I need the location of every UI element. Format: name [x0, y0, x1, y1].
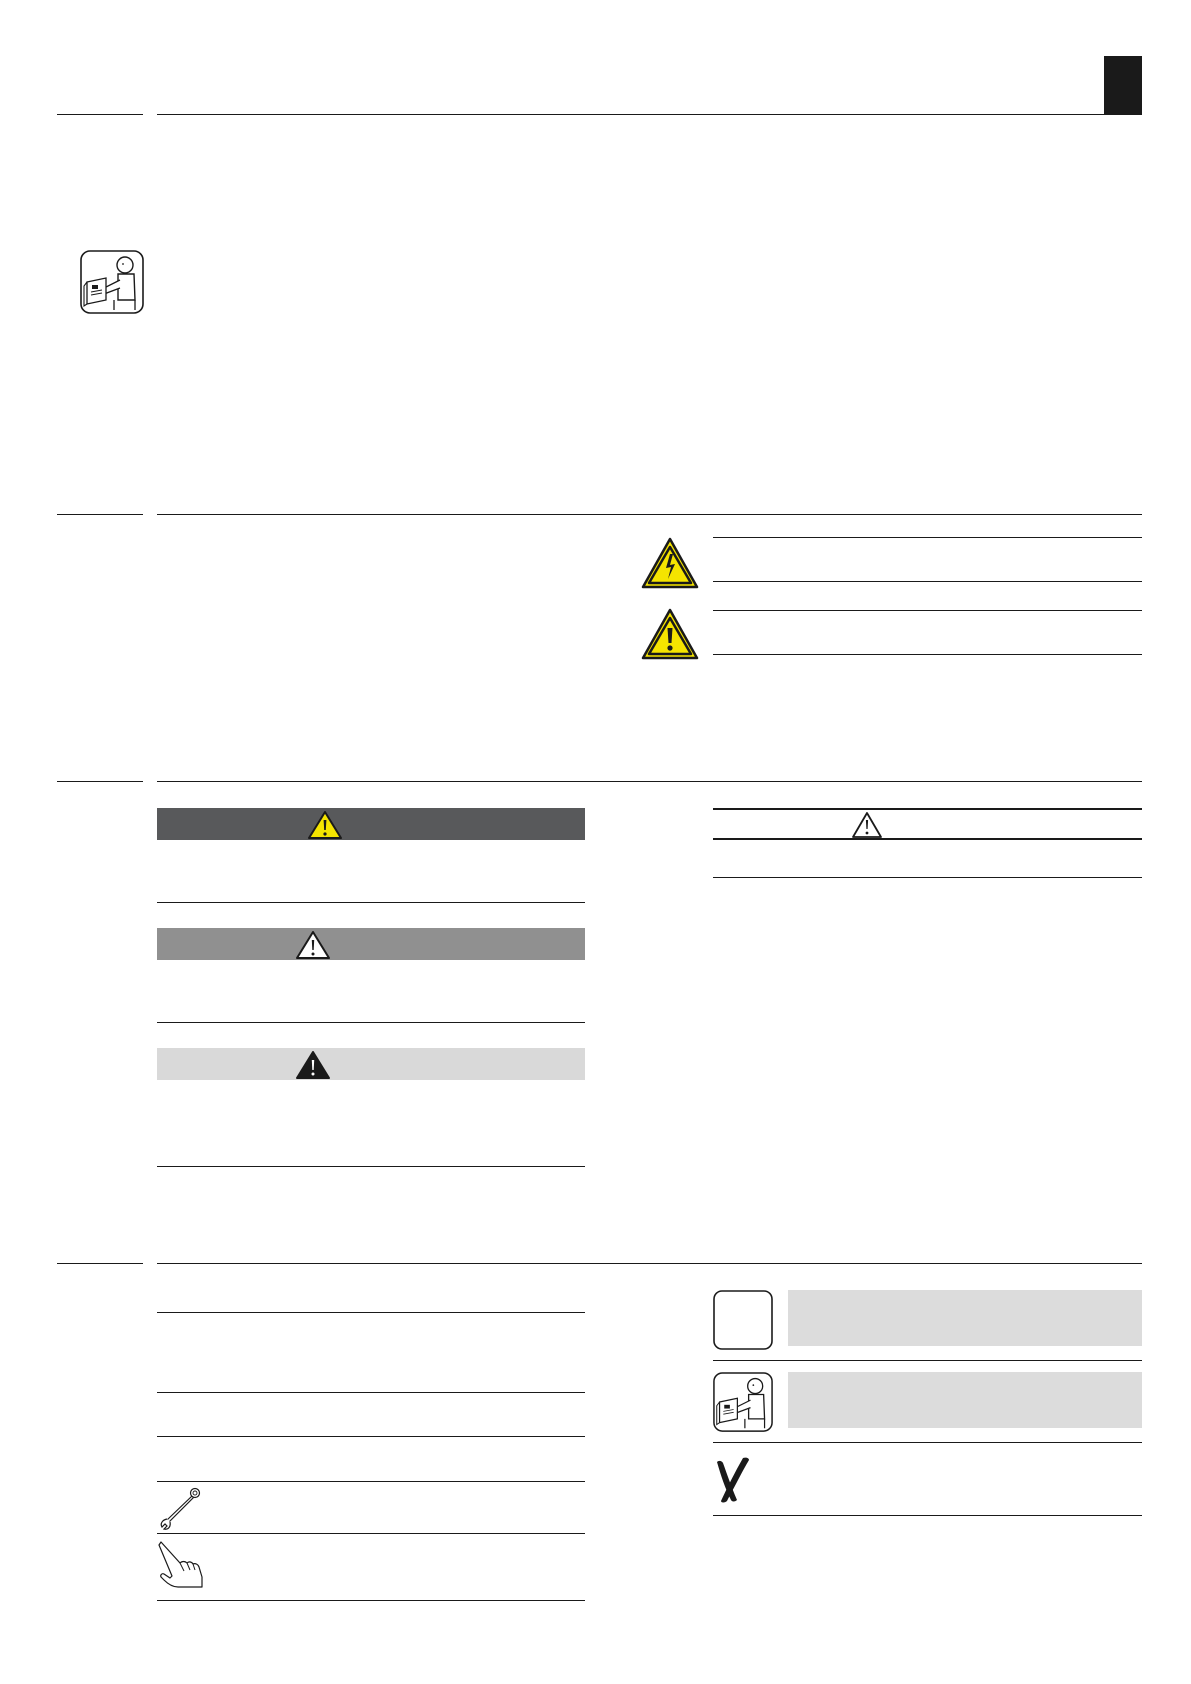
signal-bar-dark — [157, 808, 585, 840]
warning-triangle-filled-icon — [295, 1050, 331, 1080]
reader-manual-icon — [80, 250, 144, 314]
signal-light-rule — [157, 1166, 585, 1167]
list-rule-4 — [157, 1481, 585, 1482]
list-rule-3 — [157, 1436, 585, 1437]
signal-dark-rule — [157, 902, 585, 903]
warning-triangle-mid-bar-icon — [295, 930, 331, 960]
section-4-rule-left — [57, 1263, 143, 1264]
general-warning-rule-bottom — [713, 654, 1142, 655]
general-warning-icon — [641, 608, 699, 660]
section-1-rule-right — [157, 114, 1142, 115]
electric-hazard-rule-bottom — [713, 581, 1142, 582]
chapter-tab-marker — [1104, 56, 1142, 115]
note-box-2 — [788, 1372, 1142, 1428]
empty-rounded-box-icon — [713, 1290, 773, 1350]
electric-hazard-icon — [641, 537, 699, 589]
pointing-hand-icon — [158, 1539, 204, 1589]
note-rule-3 — [713, 1515, 1142, 1516]
outline-warning-rule-mid — [713, 838, 1142, 840]
section-2-rule-left — [57, 514, 143, 515]
list-rule-5 — [157, 1533, 585, 1534]
wrench-icon — [158, 1486, 202, 1530]
outline-warning-rule-bottom — [713, 877, 1142, 878]
note-rule-1 — [713, 1360, 1142, 1361]
section-4-rule-right — [157, 1263, 1142, 1264]
cross-mark-icon — [713, 1456, 753, 1504]
section-3-rule-left — [57, 781, 143, 782]
signal-bar-mid — [157, 928, 585, 960]
electric-hazard-rule-top — [713, 537, 1142, 538]
list-rule-2 — [157, 1392, 585, 1393]
signal-mid-rule — [157, 1022, 585, 1023]
section-1-rule-left — [57, 114, 143, 115]
note-box-1 — [788, 1290, 1142, 1346]
reader-manual-small-icon — [713, 1372, 773, 1432]
warning-triangle-outline-icon — [851, 811, 883, 839]
warning-triangle-dark-bar-icon — [307, 810, 343, 840]
outline-warning-rule-top — [713, 808, 1142, 810]
signal-bar-light — [157, 1048, 585, 1080]
list-rule-1 — [157, 1312, 585, 1313]
section-2-rule-right — [157, 514, 1142, 515]
section-3-rule-right — [157, 781, 1142, 782]
general-warning-rule-top — [713, 610, 1142, 611]
note-rule-2 — [713, 1442, 1142, 1443]
list-rule-6 — [157, 1600, 585, 1601]
